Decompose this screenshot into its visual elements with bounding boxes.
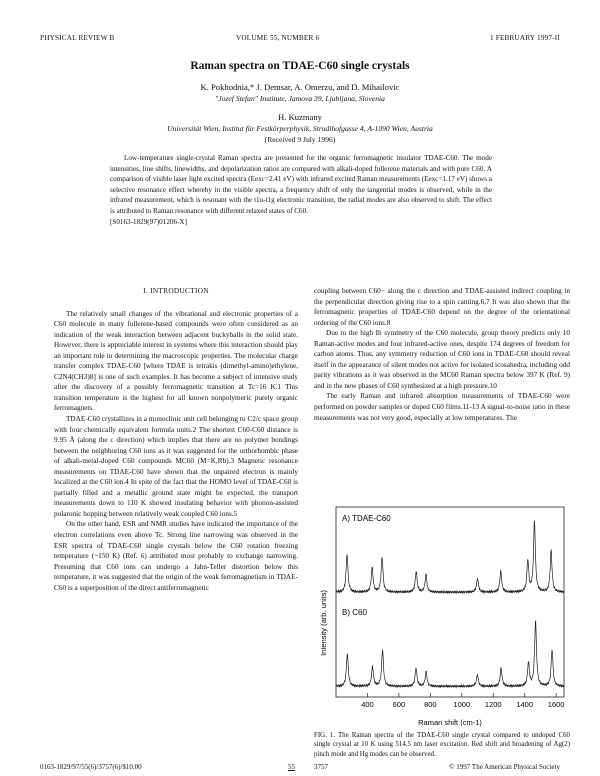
x-tick-label: 400 <box>361 700 374 709</box>
affiliation-2: Universität Wien, Institut für Festkörperphysik, Strudlhofgasse 4, A-1090 Wien, Austria <box>167 124 433 133</box>
footer-issn: 0163-1829/97/55(6)/3757(6)/$10.00 <box>40 763 142 771</box>
paragraph: The early Raman and infrared absorption measurements of TDAE-C60 were performed on powder samples or doped C60 films.11-13 A signal-to-noise ratio in these measurements was not very good, especially at low temperatures. The <box>314 392 570 422</box>
abstract <box>110 153 492 227</box>
left-column <box>54 286 298 593</box>
issue-date: 1 FEBRUARY 1997-II <box>489 34 560 42</box>
paragraph: On the other hand, ESR and NMR studies have indicated the importance of the electron correlations even above Tc. Strong line narrowing was observed in the ESR spectra of TDAE-C60 single crystals below the C60 rotation freezing temperature (~150 K) (Ref. 6) attributed most probably to exchange narrowing. Presuming that C60 ions can undergo a Jahn-Teller distortion below this temperature, it was suggested that the origin of the weak ferromagnetism in TDAE-C60 is a superposition of the direct antiferromagnetic <box>54 520 298 592</box>
raman-chart <box>314 503 570 731</box>
x-tick-label: 800 <box>424 700 437 709</box>
paragraph: Due to the high Ih symmetry of the C60 molecule, group theory predicts only 10 Raman-active modes and four infrared-active ones, despite 174 degrees of freedom for carbon atoms. Thus, any symmetry reduction of C60 ions in TDAE-C60 should reveal itself in the appearance of silent modes not active for isolated icosahedra, including odd parity vibrations as it was observed in the MC60 Raman spectra below 397 K (Ref. 9) and in the new phases of C60 synthesized at a high pressure.10 <box>314 329 570 390</box>
authors-group-1: K. Pokhodnia,* J. Demsar, A. Omerzu, and D. Mihailovic <box>200 82 400 92</box>
tick-group <box>361 693 564 709</box>
series-line <box>336 621 564 688</box>
abstract-text: Low-temperature single-crystal Raman spectra are presented for the organic ferromagnetic insulator TDAE-C60. The mode intensities, line shifts, linewidths, and depolarization ratios are compared with alkali-doped fullerene materials and with pure C60. A comparison of visible laser light excited spectra (Eexc=2.41 eV) with infrared excited Raman measurements (Eexc=1.17 eV) shows a selective resonance effect whereby in the visible spectra, a frequency shift of only the tangential modes is observed, while in the infrared measurement, which is resonant with the t1u-t1g electronic transition, the radial modes are also observed to shift. The effect is attributed to Raman resonance with different relaxed states of C60. <box>110 154 492 215</box>
x-tick-label: 1400 <box>516 700 534 709</box>
right-column <box>314 286 570 423</box>
raman-figure <box>314 503 570 731</box>
x-tick-label: 1000 <box>453 700 471 709</box>
footer-volume: 55 <box>288 763 295 771</box>
series-label-b: B) C60 <box>342 608 367 617</box>
x-axis-label: Raman shift (cm-1) <box>418 718 482 727</box>
paragraph: coupling between C60− along the c direction and TDAE-assisted indirect coupling in the perpendicular direction giving rise to a spin canting.6,7 It was also shown that the ferromagnetic properties of TDAE-C60 depend on the degree of the orientational ordering of the C60 ions.8 <box>314 287 570 327</box>
x-tick-label: 600 <box>392 700 406 709</box>
figure-caption: FIG. 1. The Raman spectra of the TDAE-C60 single crystal compared to undoped C60 single crystal at 10 K using 514.5 nm laser excitation. Red shift and broadening of Ag(2) pinch mode and Hg modes can be observed. <box>314 732 570 758</box>
authors-group-2: H. Kuzmany <box>278 112 322 122</box>
x-tick-label: 1600 <box>547 700 565 709</box>
x-tick-label: 1200 <box>484 700 502 709</box>
paragraph: TDAE-C60 crystallizes in a monoclinic unit cell belonging to C2/c space group with four chemically equivalent formula units.2 The shortest C60-C60 distance is 9.95 Å (along the c direction) which implies that there are no polymer bondings between the neighboring C60 ions as it was suggested for the orthorhombic phase of alkali-metal-doped C60 compounds MC60 (M=K,Rb).3 Magnetic resonance measurements on TDAE-C60 have shown that the unpaired electron is mainly localized at the C60 ion.4 In spite of the fact that the HOMO level of TDAE-C60 is partially filled and a metallic ground state might be expected, the transport measurements down to 110 K showed insulating behavior with phonon-assisted polaronic hopping between relatively weak coupled C60 ions.5 <box>54 415 298 518</box>
footer-copyright: © 1997 The American Physical Society <box>449 763 560 771</box>
paper-title: Raman spectra on TDAE-C60 single crystals <box>190 60 410 72</box>
footer-page-number: 3757 <box>314 763 328 771</box>
series-line <box>336 521 564 594</box>
affiliation-1: "Jozef Stefan" Institute, Jamova 39, Ljubljana, Slovenia <box>215 94 385 103</box>
section-title: I. INTRODUCTION <box>143 286 209 295</box>
received-date: (Received 9 July 1996) <box>264 135 336 144</box>
y-axis-label: Intensity (arb. units) <box>319 590 328 656</box>
series-group <box>336 521 564 688</box>
pacs-code: [S0163-1829(97)01206-X] <box>110 217 187 226</box>
series-label-a: A) TDAE-C60 <box>342 514 391 523</box>
volume-number: VOLUME 55, NUMBER 6 <box>236 34 320 42</box>
plot-frame <box>336 507 564 697</box>
journal-name: PHYSICAL REVIEW B <box>40 34 115 42</box>
paragraph: The relatively small changes of the vibrational and electronic properties of a C60 molecule in many fullerene-based compounds were often considered as an indication of the weak interaction between adjacent buckyballs in the solid state. However, there is appreciable interest in systems where this interaction should play an important role in determining the macroscopic properties. The molecular charge transfer complex TDAE-C60 [where TDAE is tetrakis (dimethyl-amino)ethylene, C2N4(CH3)8] is one of such examples. It has become a subject of intensive study after the discovery of a possibly ferromagnetic transition at Tc=16 K.1 This transition temperature is the highest for all known nonpolymeric purely organic ferromagnets. <box>54 309 298 413</box>
